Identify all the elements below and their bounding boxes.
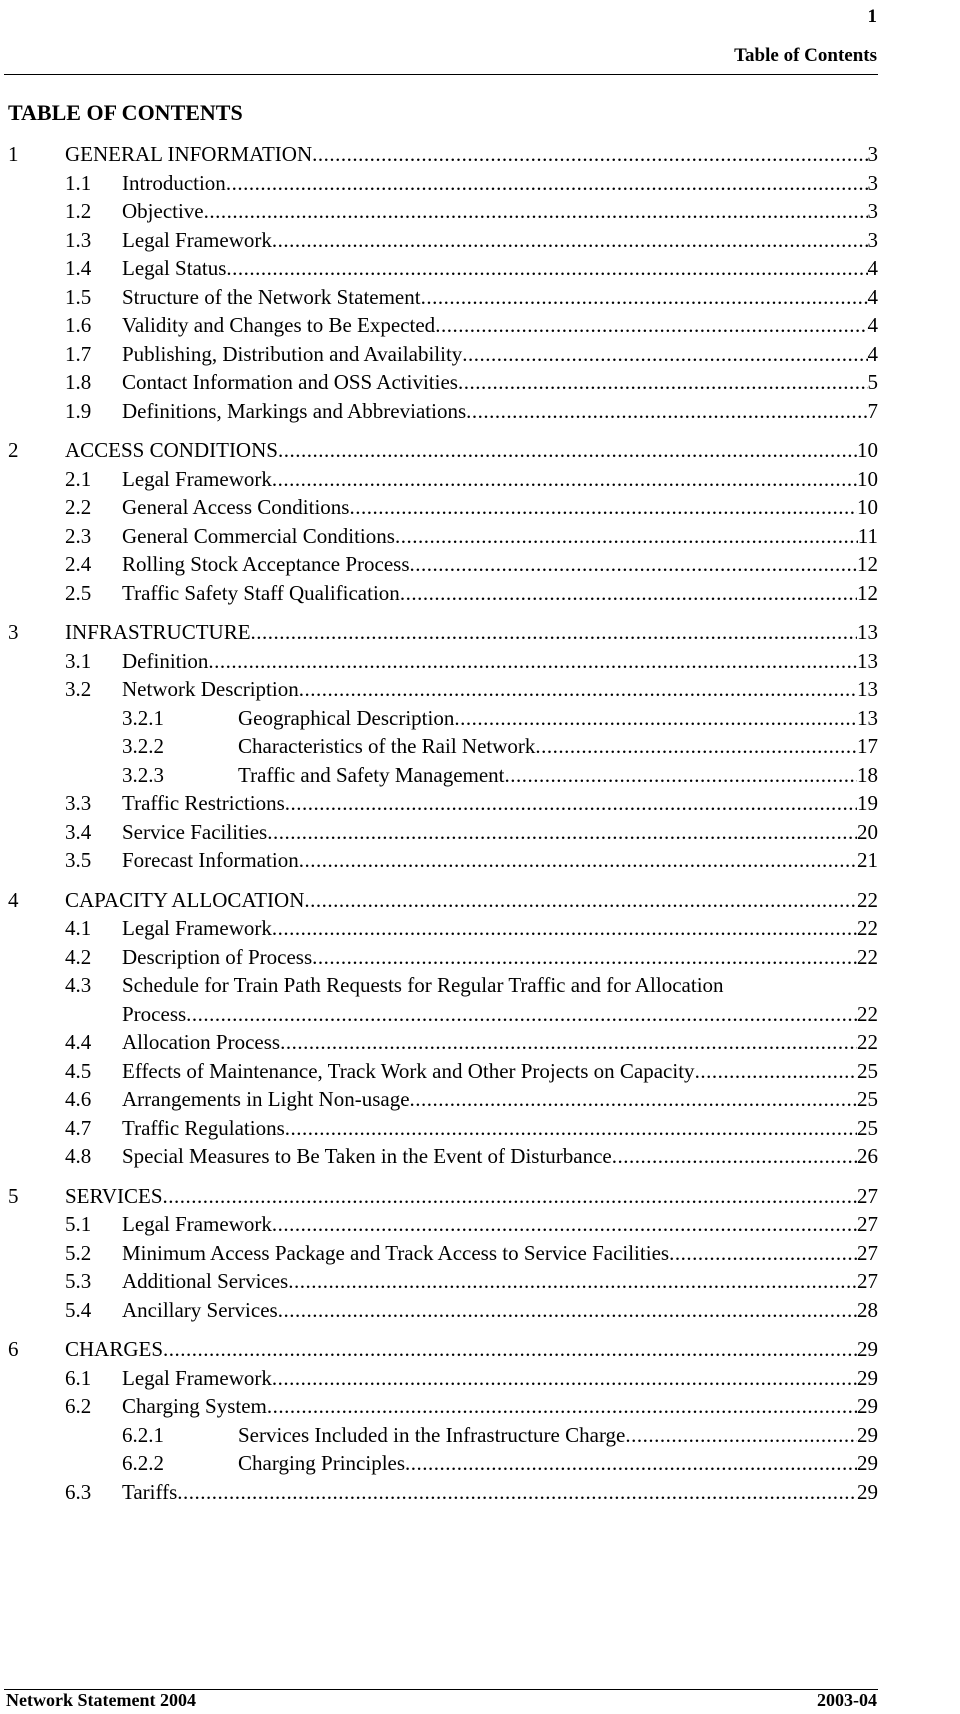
toc-entry-title: Charging System — [122, 1394, 267, 1418]
toc-entry-page: 3 — [867, 170, 878, 195]
page-number: 1 — [867, 6, 877, 27]
toc-entry-title: Description of Process — [122, 944, 313, 969]
dot-leader — [288, 1267, 857, 1296]
toc-entry[interactable] — [0, 1392, 878, 1421]
toc-entry-number: 3.2 — [65, 677, 92, 701]
toc-entry-title: Publishing, Distribution and Availability — [122, 341, 463, 366]
toc-entry-page: 4 — [867, 313, 878, 337]
dot-leader — [267, 818, 857, 847]
toc-entry-page: 17 — [857, 734, 878, 758]
toc-entry-title: Legal Status — [122, 256, 227, 280]
toc-entry-title: Traffic Restrictions — [122, 791, 285, 815]
toc-entry-page: 22 — [857, 916, 878, 940]
toc-entry-title: Legal Framework — [122, 466, 272, 491]
toc-entry[interactable] — [0, 704, 878, 733]
toc-entry-number: 1.6 — [65, 313, 92, 337]
dot-leader — [226, 169, 868, 198]
toc-entry[interactable] — [0, 368, 878, 397]
toc-entry-title: Network Description — [122, 677, 299, 701]
toc-entry-number: 3.2.1 — [122, 705, 164, 730]
toc-entry[interactable] — [0, 522, 878, 551]
toc-entry-title: Service Facilities — [122, 819, 268, 844]
dot-leader — [454, 704, 857, 733]
toc-entry-number: 2.5 — [65, 580, 92, 605]
toc-entry-number: 1.5 — [65, 284, 92, 309]
toc-entry-title: Objective — [122, 199, 204, 223]
dot-leader — [466, 397, 867, 426]
toc-entry[interactable] — [0, 1210, 878, 1239]
toc-entry-page: 22 — [857, 1030, 878, 1054]
toc-entry-number: 2.2 — [65, 495, 92, 519]
footer-document-name: Network Statement 2004 — [6, 1690, 196, 1710]
toc-entry[interactable] — [0, 1028, 878, 1057]
toc-list — [0, 140, 878, 1506]
dot-leader — [272, 1364, 857, 1393]
toc-entry[interactable] — [0, 943, 878, 972]
dot-leader — [312, 140, 867, 169]
toc-entry-number: 2 — [8, 438, 19, 462]
toc-entry-page: 29 — [857, 1365, 878, 1390]
toc-entry-page: 3 — [867, 227, 878, 252]
toc-entry[interactable] — [0, 647, 878, 676]
toc-entry[interactable] — [0, 1335, 878, 1364]
dot-leader — [695, 1057, 857, 1086]
toc-entry-title-continued: Process — [122, 1001, 187, 1026]
toc-entry-title: Structure of the Network Statement — [122, 284, 421, 309]
toc-entry-number: 1.8 — [65, 370, 92, 394]
dot-leader — [505, 761, 857, 790]
toc-entry-page: 22 — [857, 1001, 878, 1026]
dot-leader — [272, 1210, 857, 1239]
toc-entry-number: 3.1 — [65, 648, 92, 673]
dot-leader — [669, 1239, 857, 1268]
toc-entry-number: 2.1 — [65, 466, 92, 491]
toc-entry-page: 29 — [857, 1337, 878, 1361]
dot-leader — [312, 943, 857, 972]
toc-entry-number: 4.4 — [65, 1030, 92, 1054]
toc-entry-number: 4.2 — [65, 944, 92, 969]
running-header-title: Table of Contents — [734, 45, 877, 66]
toc-entry-page: 10 — [857, 466, 878, 491]
toc-entry-page: 22 — [857, 887, 878, 912]
toc-entry-number: 1.9 — [65, 398, 92, 423]
toc-entry[interactable] — [0, 579, 878, 608]
dot-leader — [421, 283, 868, 312]
toc-entry-number: 3.3 — [65, 791, 92, 815]
dot-leader — [280, 1028, 857, 1057]
toc-entry[interactable] — [0, 846, 878, 875]
toc-entry-page: 10 — [857, 495, 878, 519]
toc-entry-number: 5.3 — [65, 1269, 92, 1293]
dot-leader — [272, 465, 857, 494]
toc-entry[interactable] — [0, 1142, 878, 1171]
toc-entry-number: 5 — [8, 1183, 19, 1208]
toc-entry[interactable] — [0, 436, 878, 465]
toc-entry[interactable] — [0, 1239, 878, 1268]
toc-entry-page: 18 — [857, 762, 878, 787]
dot-leader — [278, 436, 857, 465]
toc-entry-page: 19 — [857, 791, 878, 815]
toc-entry-page: 12 — [857, 552, 878, 576]
dot-leader — [304, 886, 857, 915]
toc-entry-number: 1.4 — [65, 256, 92, 280]
toc-entry[interactable] — [0, 618, 878, 647]
toc-entry-title: CHARGES — [65, 1337, 164, 1361]
toc-entry-title: Traffic and Safety Management — [238, 762, 505, 787]
toc-entry-number: 5.2 — [65, 1240, 92, 1265]
toc-entry-page: 28 — [857, 1297, 878, 1322]
toc-entry-title: Definitions, Markings and Abbreviations — [122, 398, 467, 423]
dot-leader — [208, 647, 857, 676]
toc-entry-title: Legal Framework — [122, 1365, 272, 1390]
toc-entry-page: 20 — [857, 819, 878, 844]
toc-entry[interactable] — [0, 197, 878, 226]
dot-leader — [299, 675, 857, 704]
toc-entry-page: 4 — [867, 341, 878, 366]
toc-entry-number: 2.4 — [65, 552, 92, 576]
dot-leader — [299, 846, 857, 875]
toc-entry-page: 27 — [857, 1212, 878, 1236]
toc-entry-title: Definition — [122, 648, 209, 673]
toc-entry-page: 27 — [857, 1240, 878, 1265]
dot-leader — [410, 550, 857, 579]
toc-entry-title: Forecast Information — [122, 848, 299, 872]
toc-entry-number: 5.1 — [65, 1212, 92, 1236]
toc-entry-page: 3 — [867, 142, 878, 166]
toc-entry-page: 13 — [857, 648, 878, 673]
toc-entry-page: 10 — [857, 438, 878, 462]
toc-entry[interactable] — [0, 914, 878, 943]
toc-entry-title: Effects of Maintenance, Track Work and Other Projects on Capacity — [122, 1058, 695, 1083]
toc-entry-title: SERVICES — [65, 1183, 163, 1208]
dot-leader — [186, 1000, 857, 1029]
toc-entry[interactable] — [0, 1057, 878, 1086]
toc-entry-page: 4 — [867, 256, 878, 280]
toc-entry-title: Contact Information and OSS Activities — [122, 370, 458, 394]
toc-entry[interactable] — [0, 311, 878, 340]
toc-entry-number: 4.6 — [65, 1087, 92, 1111]
toc-entry-page: 29 — [857, 1422, 878, 1447]
toc-entry[interactable] — [0, 550, 878, 579]
toc-entry[interactable] — [0, 886, 878, 915]
toc-entry-title: Schedule for Train Path Requests for Regular Traffic and for Allocation — [122, 973, 724, 997]
dot-leader — [278, 1296, 857, 1325]
toc-entry-title: ACCESS CONDITIONS — [65, 438, 278, 462]
toc-entry-title: Legal Framework — [122, 227, 272, 252]
toc-entry-page: 13 — [857, 677, 878, 701]
toc-entry-number: 1 — [8, 142, 19, 166]
toc-entry-number: 6.3 — [65, 1479, 92, 1504]
dot-leader — [272, 226, 868, 255]
toc-entry[interactable] — [0, 1114, 878, 1143]
toc-entry-number: 3.2.2 — [122, 734, 164, 758]
toc-entry-title: GENERAL INFORMATION — [65, 142, 313, 166]
toc-entry-title: Ancillary Services — [122, 1297, 278, 1322]
toc-entry[interactable] — [0, 675, 878, 704]
toc-entry-page: 4 — [867, 284, 878, 309]
toc-entry-title: Validity and Changes to Be Expected — [122, 313, 436, 337]
toc-entry[interactable] — [0, 169, 878, 198]
toc-entry[interactable] — [0, 789, 878, 818]
dot-leader — [177, 1478, 857, 1507]
toc-entry-number: 5.4 — [65, 1297, 92, 1322]
toc-entry-title: Introduction — [122, 170, 226, 195]
toc-entry-number: 3 — [8, 620, 19, 644]
toc-entry-title: Special Measures to Be Taken in the Event of Disturbance — [122, 1144, 612, 1168]
toc-entry-page: 12 — [857, 580, 878, 605]
toc-entry-number: 3.5 — [65, 848, 92, 872]
toc-entry-number: 3.4 — [65, 819, 92, 844]
toc-entry-page: 25 — [857, 1058, 878, 1083]
toc-entry-number: 1.7 — [65, 341, 92, 366]
toc-entry-title: General Commercial Conditions — [122, 523, 395, 548]
toc-entry-title: Characteristics of the Rail Network — [238, 734, 536, 758]
toc-entry[interactable] — [0, 254, 878, 283]
toc-entry-page: 22 — [857, 944, 878, 969]
toc-entry[interactable] — [0, 818, 878, 847]
dot-leader — [435, 311, 867, 340]
dot-leader — [535, 732, 857, 761]
dot-leader — [285, 1114, 857, 1143]
dot-leader — [458, 368, 868, 397]
toc-entry-number: 4.3 — [65, 973, 92, 997]
toc-entry-number: 1.2 — [65, 199, 92, 223]
dot-leader — [285, 789, 857, 818]
dot-leader — [204, 197, 868, 226]
toc-entry[interactable] — [0, 493, 878, 522]
toc-entry-title: Additional Services — [122, 1269, 289, 1293]
toc-entry-number: 4.8 — [65, 1144, 92, 1168]
dot-leader — [612, 1142, 857, 1171]
toc-entry[interactable] — [0, 1267, 878, 1296]
toc-entry[interactable] — [0, 397, 878, 426]
toc-entry[interactable] — [0, 140, 878, 169]
toc-entry-title: INFRASTRUCTURE — [65, 620, 251, 644]
toc-entry[interactable] — [0, 340, 878, 369]
toc-entry-number: 2.3 — [65, 523, 92, 548]
toc-entry-number: 6.2.1 — [122, 1422, 164, 1447]
toc-title: TABLE OF CONTENTS — [8, 100, 243, 125]
toc-entry[interactable] — [0, 226, 878, 255]
toc-entry-page: 3 — [867, 199, 878, 223]
toc-entry-number: 4 — [8, 887, 19, 912]
toc-entry[interactable] — [0, 971, 878, 1028]
dot-leader — [405, 1449, 857, 1478]
toc-entry-title: Charging Principles — [238, 1451, 406, 1475]
toc-entry[interactable] — [0, 1296, 878, 1325]
toc-entry[interactable] — [0, 761, 878, 790]
toc-entry-page: 26 — [857, 1144, 878, 1168]
toc-entry-page: 25 — [857, 1115, 878, 1140]
dot-leader — [272, 914, 857, 943]
toc-entry-number: 4.5 — [65, 1058, 92, 1083]
toc-entry-number: 3.2.3 — [122, 762, 164, 787]
toc-entry[interactable] — [0, 1449, 878, 1478]
toc-entry-page: 29 — [857, 1451, 878, 1475]
toc-entry-page: 13 — [857, 620, 878, 644]
toc-entry-title: Minimum Access Package and Track Access to Service Facilities — [122, 1240, 670, 1265]
toc-entry-title: Geographical Description — [238, 705, 455, 730]
dot-leader — [349, 493, 857, 522]
toc-entry-title: Legal Framework — [122, 916, 272, 940]
dot-leader — [462, 340, 867, 369]
toc-entry[interactable] — [0, 1478, 878, 1507]
toc-entry-page: 29 — [857, 1394, 878, 1418]
dot-leader — [625, 1421, 857, 1450]
toc-entry-page: 21 — [857, 848, 878, 872]
header-rule — [4, 74, 878, 75]
toc-entry-page: 29 — [857, 1479, 878, 1504]
toc-entry-title: Allocation Process — [122, 1030, 281, 1054]
toc-entry-page: 11 — [857, 523, 878, 548]
toc-entry-page: 7 — [867, 398, 878, 423]
toc-entry-number: 1.1 — [65, 170, 92, 195]
toc-entry-number: 6 — [8, 1337, 19, 1361]
toc-entry-title: Legal Framework — [122, 1212, 272, 1236]
toc-entry-number: 6.2 — [65, 1394, 92, 1418]
toc-entry-page: 5 — [867, 370, 878, 394]
dot-leader — [410, 1085, 857, 1114]
toc-entry[interactable] — [0, 1182, 878, 1211]
toc-entry-title: Services Included in the Infrastructure Charge — [238, 1422, 626, 1447]
dot-leader — [267, 1392, 857, 1421]
toc-entry-title: CAPACITY ALLOCATION — [65, 887, 305, 912]
toc-entry[interactable] — [0, 732, 878, 761]
dot-leader — [163, 1182, 857, 1211]
toc-entry-number: 6.1 — [65, 1365, 92, 1390]
toc-entry[interactable] — [0, 283, 878, 312]
toc-entry-page: 27 — [857, 1183, 878, 1208]
toc-entry-title: Arrangements in Light Non-usage — [122, 1087, 410, 1111]
toc-entry-title: General Access Conditions — [122, 495, 350, 519]
toc-entry-number: 6.2.2 — [122, 1451, 164, 1475]
dot-leader — [226, 254, 867, 283]
dot-leader — [400, 579, 857, 608]
toc-entry-title: Traffic Safety Staff Qualification — [122, 580, 400, 605]
dot-leader — [163, 1335, 857, 1364]
toc-entry-number: 4.7 — [65, 1115, 92, 1140]
toc-entry[interactable] — [0, 1085, 878, 1114]
toc-entry[interactable] — [0, 1364, 878, 1393]
dot-leader — [251, 618, 857, 647]
footer-date: 2003-04 — [817, 1690, 877, 1710]
toc-entry-page: 27 — [857, 1269, 878, 1293]
dot-leader — [395, 522, 858, 551]
toc-entry-page: 25 — [857, 1087, 878, 1111]
toc-entry-title: Rolling Stock Acceptance Process — [122, 552, 410, 576]
toc-entry-number: 4.1 — [65, 916, 92, 940]
toc-entry-page: 13 — [857, 705, 878, 730]
toc-entry[interactable] — [0, 465, 878, 494]
toc-entry[interactable] — [0, 1421, 878, 1450]
toc-entry-number: 1.3 — [65, 227, 92, 252]
toc-entry-title: Tariffs — [122, 1479, 178, 1504]
toc-entry-title: Traffic Regulations — [122, 1115, 285, 1140]
